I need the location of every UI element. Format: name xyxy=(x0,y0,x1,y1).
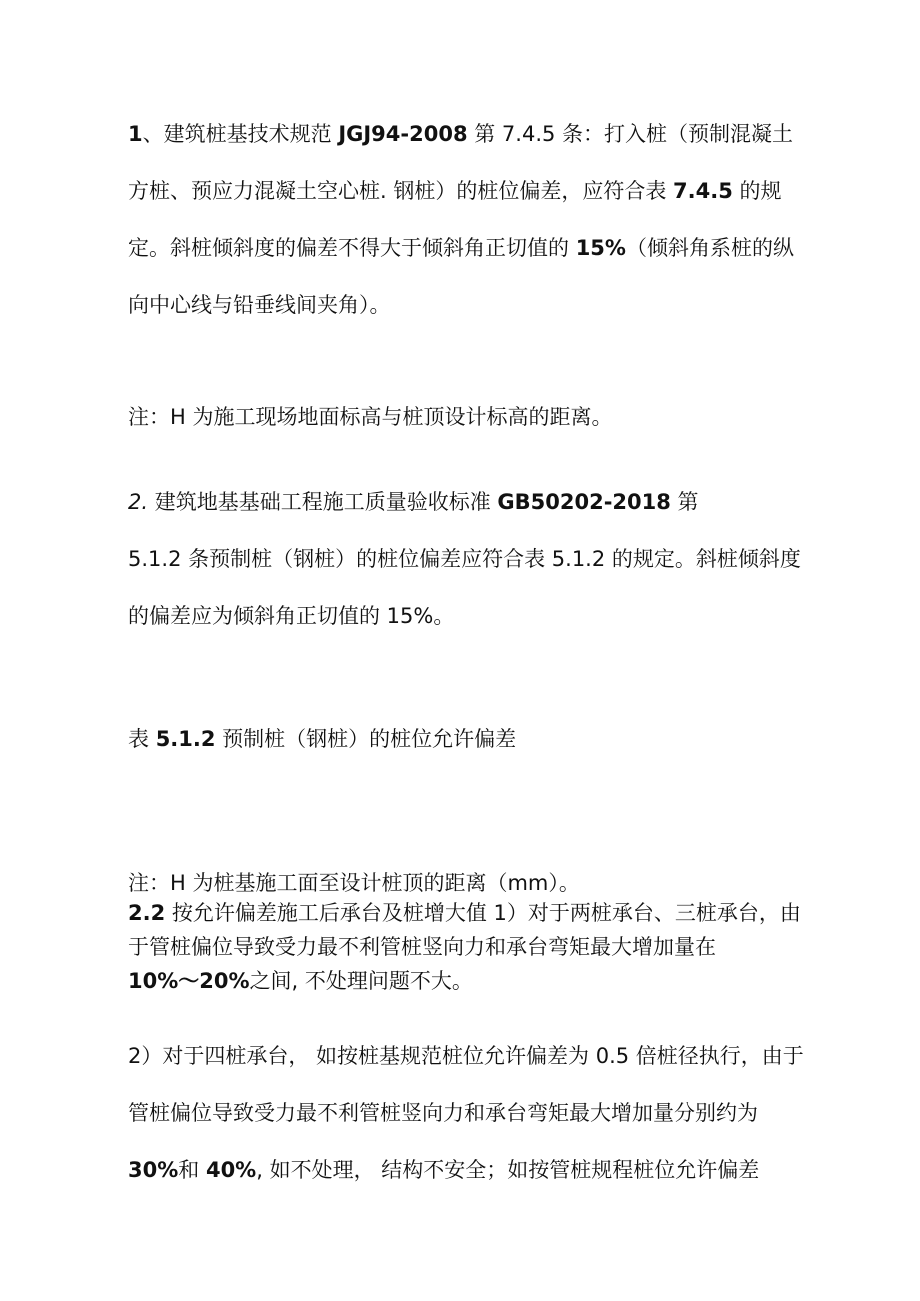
text-segment: 按允许偏差施工后承台及桩增大值 1）对于两桩承台、三桩承台，由于管桩偏位导致受力最不利管桩竖向力和承台弯矩最大增加量在 xyxy=(128,901,801,959)
text-segment: （倾斜角系桩的纵向中心线与铅垂线间夹角）。 xyxy=(128,236,794,317)
standard-code: GB50202-2018 xyxy=(497,490,671,514)
standard-code: JGJ94-2008 xyxy=(338,122,468,146)
note-2: 注：H 为桩基施工面至设计桩顶的距离（mm）。 xyxy=(128,871,580,895)
text-segment: 2）对于四桩承台， 如按桩基规范桩位允许偏差为 0.5 倍桩径执行，由于管桩偏位导致受力最不利管桩竖向力和承台弯矩最大增加量分别约为 xyxy=(128,1044,804,1125)
text-segment: 的规定。斜桩倾斜度的偏差不得大于倾斜角正切值的 xyxy=(128,179,782,260)
percentage: 15% xyxy=(575,236,626,260)
text-segment: 第 xyxy=(670,490,699,514)
text-segment: , 如不处理， 结构不安全；如按管桩规程桩位允许偏差 xyxy=(256,1158,760,1182)
item-number: 2. xyxy=(128,490,149,514)
text-segment: 5.1.2 条预制桩（钢桩）的桩位偏差应符合表 5.1.2 的规定。斜桩倾斜度的偏差应为倾斜角正切值的 15%。 xyxy=(128,547,801,628)
table-number: 5.1.2 xyxy=(155,727,216,751)
percentage-range: 10%～20% xyxy=(128,969,250,993)
note-1: 注：H 为施工现场地面标高与桩顶设计标高的距离。 xyxy=(128,405,613,429)
percentage: 40% xyxy=(205,1158,257,1182)
text-segment: 和 xyxy=(178,1158,206,1182)
table-title-prefix: 表 xyxy=(128,727,156,751)
table-title-text: 预制桩（钢桩）的桩位允许偏差 xyxy=(215,727,517,751)
paragraph-jgj94 xyxy=(128,106,808,334)
table-reference: 7.4.5 xyxy=(673,179,733,203)
table-title xyxy=(128,724,808,754)
text-segment: 建筑地基基础工程施工质量验收标准 xyxy=(148,490,498,514)
section-number: 2.2 xyxy=(128,901,166,925)
text-segment: 之间, 不处理问题不大。 xyxy=(249,969,473,993)
paragraph-gb50202 xyxy=(128,474,808,645)
paragraph-four-pile-cap xyxy=(128,1028,808,1199)
text-segment: 第 7.4.5 条：打入桩（预制混凝土方桩、预应力混凝土空心桩. 钢桩）的桩位偏差，应符合表 xyxy=(128,122,794,203)
paragraph-2-2 xyxy=(128,896,808,998)
text-segment: 、建筑桩基技术规范 xyxy=(142,122,339,146)
percentage: 30% xyxy=(128,1158,179,1182)
item-number: 1 xyxy=(128,122,143,146)
